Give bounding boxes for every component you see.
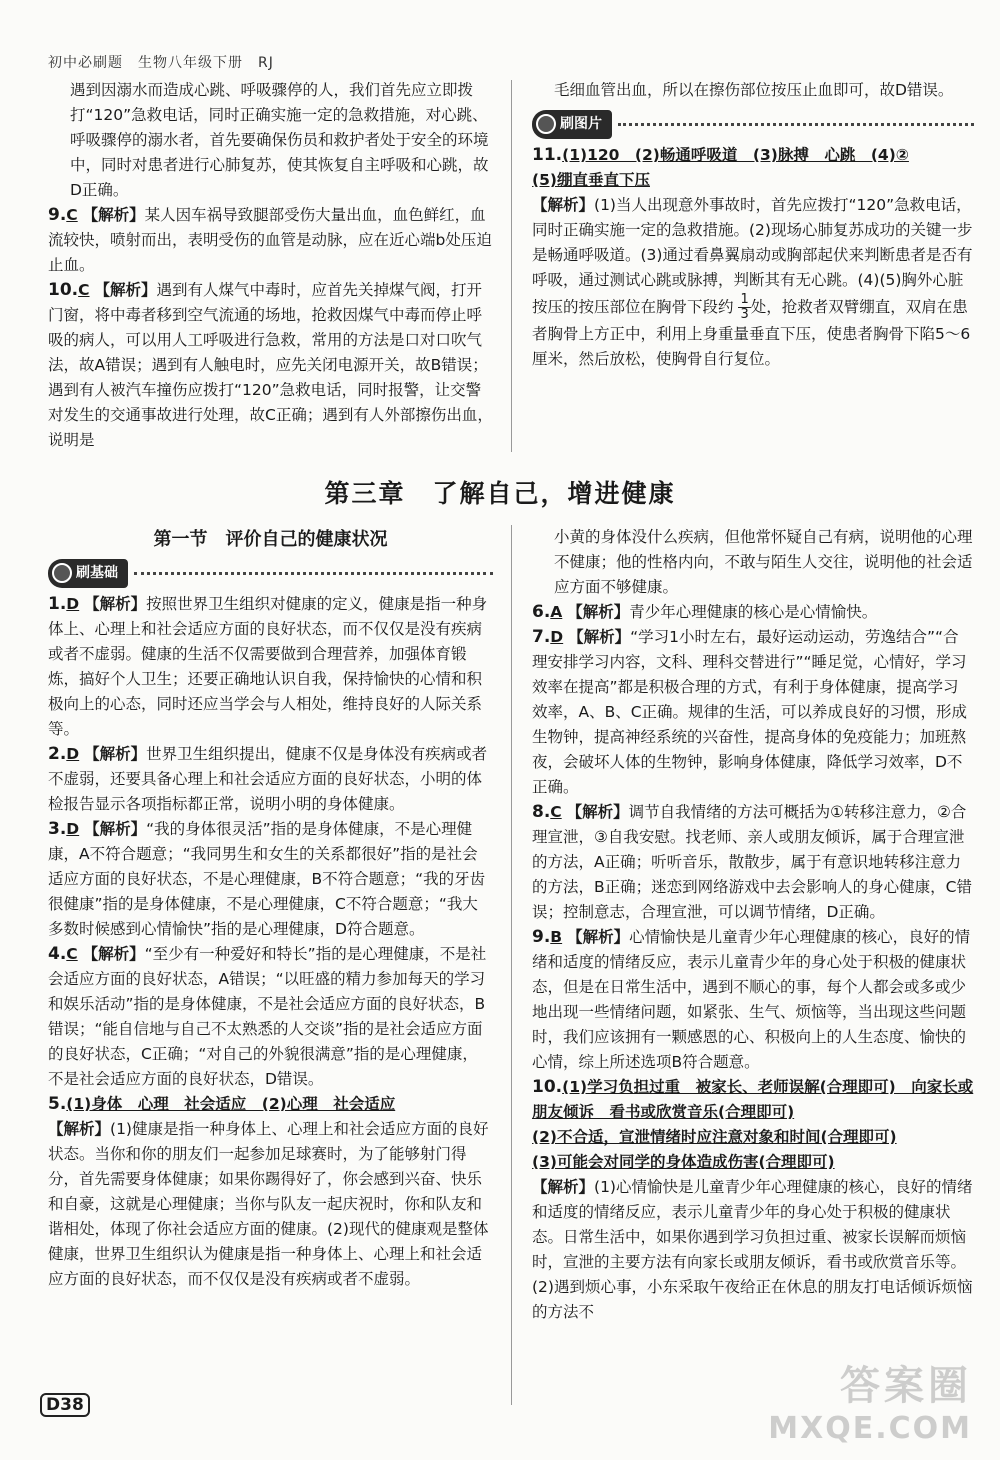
analysis-text: (1)健康是指一种身体上、心理上和社会适应方面的良好状态。当你和你的朋友们一起参加足球赛时，为了能够射门得分，首先需要身体健康；如果你踢得好了，你会感到兴奋、快乐和自豪，这就是心理健康；当你与队友一起庆祝时，你和队友和谐相处，体现了你社会适应方面的健康。(2)现代的健康观是整体健康，世界卫生组织认为健康是指一种身体上、心理上和社会适应方面的良好状态，而不仅仅是没有疾病或者不虚弱。 (48, 1120, 489, 1288)
answer: C (66, 206, 78, 224)
question-number: 7. (532, 627, 551, 647)
column-divider-bottom (511, 525, 512, 1405)
page-header: 初中必刷题 生物八年级下册 RJ (48, 55, 274, 71)
column-divider-top (511, 80, 512, 452)
analysis-text: 调节自我情绪的方法可概括为①转移注意力，②合理宣泄，③自我安慰。找老师、亲人或朋友倾诉，属于合理宣泄的方法，A正确；听听音乐，散散步，属于有意识地转移注意力的方法，B正确；迷恋到网络游戏中去会影响人的身心健康，C错误；控制意志，合理宣泄，可以调节情绪，D正确。 (532, 803, 972, 921)
analysis-tag: 【解析】 (82, 206, 145, 224)
question-9 (532, 925, 974, 1075)
question-11 (532, 143, 974, 372)
answer: D (66, 745, 80, 763)
answer: C (550, 803, 562, 821)
question-number: 5. (48, 1094, 67, 1114)
question-number: 6. (532, 602, 551, 622)
analysis-text: 青少年心理健康的核心是心情愉快。 (629, 603, 878, 621)
question-3 (48, 817, 493, 942)
analysis-text: (1)当人出现意外事故时，首先应拨打“120”急救电话，同时正确实施一定的急救措施。(2)现场心肺复苏成功的关键一步是畅通呼吸道。(3)通过看鼻翼扇动或胸部起伏来判断患者是否有呼吸，通过测试心跳或脉搏，判断其有无心跳。(4)(5)胸外心脏按压的按压部位在胸骨下段约 (532, 196, 973, 316)
dotted-divider (618, 123, 974, 126)
bottom-right-column (532, 525, 974, 1325)
answer-line-1: (1)学习负担过重 被家长、老师误解(合理即可) 向家长或朋友倾诉 看书或欣赏音乐(合理即可) (532, 1078, 974, 1121)
dotted-divider (134, 572, 493, 575)
continued-text: 毛细血管出血，所以在擦伤部位按压止血即可，故D错误。 (554, 81, 954, 99)
badge-label: 刷基础 (76, 564, 118, 581)
analysis-text: 遇到有人煤气中毒时，应首先关掉煤气阀，打开门窗，将中毒者移到空气流通的场地，抢救因煤气中毒而停止呼吸的病人，可以用人工呼吸进行急救，常用的方法是口对口吹气法，故A错误；遇到有人触电时，应先关闭电源开关，故B错误；遇到有人被汽车撞伤应拨打“120”急救电话，同时报警，让交警对发生的交通事故进行处理，故C正确；遇到有人外部擦伤出血，说明是 (48, 281, 493, 449)
chapter-title: 第三章 了解自己，增进健康 (324, 479, 676, 508)
continued-text: 小黄的身体没什么疾病，但他常怀疑自己有病，说明他的心理不健康；他的性格内向，不敢与陌生人交往，说明他的社会适应方面不够健康。 (554, 528, 973, 596)
question-10 (48, 278, 493, 453)
analysis-tag: 【解析】 (84, 595, 147, 613)
question-number: 8. (532, 802, 551, 822)
question-number: 11. (532, 145, 563, 165)
answer: C (66, 945, 78, 963)
question-number: 4. (48, 944, 67, 964)
analysis-tag: 【解析】 (567, 603, 630, 621)
analysis-tag: 【解析】 (48, 1120, 111, 1138)
question-7 (532, 625, 974, 800)
watermark-line-1: 答案圈 (840, 1363, 972, 1409)
badge-label: 刷图片 (560, 115, 602, 132)
brush-icon (536, 114, 556, 134)
analysis-tag: 【解析】 (532, 1178, 595, 1196)
answer-line-2: (5)绷直垂直下压 (532, 171, 650, 189)
analysis-text: 世界卫生组织提出，健康不仅是身体没有疾病或者不虚弱，还要具备心理上和社会适应方面的良好状态，小明的体检报告显示各项指标都正常，说明小明的身体健康。 (48, 745, 488, 813)
question-number: 9. (532, 927, 551, 947)
question-2 (48, 742, 493, 817)
analysis-tag: 【解析】 (566, 803, 629, 821)
question-number: 10. (48, 280, 79, 300)
section-badge-row (532, 107, 974, 141)
answer-line-3: (3)可能会对同学的身体造成伤害(合理即可) (532, 1153, 835, 1171)
picture-badge (532, 110, 612, 139)
analysis-tag: 【解析】 (82, 945, 145, 963)
watermark (768, 1354, 972, 1446)
question-6 (532, 600, 974, 625)
analysis-text: “我的身体很灵活”指的是身体健康，不是心理健康，A不符合题意；“我同男生和女生的关系都很好”指的是社会适应方面的良好状态，不是心理健康，B不符合题意；“我的牙齿很健康”指的是身体健康，不是心理健康，C不符合题意；“我大多数时候感到心情愉快”指的是心理健康，D符合题意。 (48, 820, 486, 938)
continued-text: 遇到因溺水而造成心跳、呼吸骤停的人，我们首先应立即拨打“120”急救电话，同时正确实施一定的急救措施，对心跳、呼吸骤停的溺水者，首先要确保伤员和救护者处于安全的环境中，同时对患者进行心肺复苏，使其恢复自主呼吸和心跳，故D正确。 (70, 81, 489, 199)
answer: D (66, 595, 80, 613)
answer: C (78, 281, 90, 299)
basic-badge (48, 559, 128, 588)
question-9 (48, 203, 493, 278)
answer: D (66, 820, 80, 838)
answer: (1)身体 心理 社会适应 (2)心理 社会适应 (66, 1095, 396, 1113)
analysis-tag: 【解析】 (568, 628, 631, 646)
answer: B (550, 928, 563, 946)
analysis-tag: 【解析】 (84, 820, 147, 838)
question-number: 2. (48, 744, 67, 764)
answer: A (550, 603, 563, 621)
analysis-text: 心情愉快是儿童青少年心理健康的核心，良好的情绪和适度的情绪反应，表示儿童青少年的身心处于积极的健康状态，但是在日常生活中，遇到不顺心的事，每个人都会或多或少地出现一些情绪问题，如紧张、生气、烦恼等，当出现这些问题时，我们应该拥有一颗感恩的心、积极向上的人生态度、愉快的心情，综上所述选项B符合题意。 (532, 928, 971, 1071)
question-number: 10. (532, 1077, 563, 1097)
analysis-text-cont: 处，抢救者双臂绷直，双肩在患者胸骨上方正中，利用上身重量垂直下压，使患者胸骨下陷5～6厘米，然后放松，使胸骨自行复位。 (532, 298, 971, 368)
analysis-text: “学习1小时左右，最好运动运动，劳逸结合”“合理安排学习内容，文科、理科交替进行”“睡足觉，心情好，学习效率在提高”都是积极合理的方式，有利于身体健康，提高学习效率，A、B、C正确。规律的生活，可以养成良好的习惯，形成生物钟，提高神经系统的兴奋性，提高身体的免疫能力；加班熬夜，会破坏人体的生物钟，影响身体健康，降低学习效率，D不正确。 (532, 628, 968, 796)
analysis-tag: 【解析】 (84, 745, 147, 763)
bottom-left-column (48, 525, 493, 1292)
page-number: D38 (40, 1393, 90, 1417)
question-10 (532, 1075, 974, 1325)
brush-icon (52, 563, 72, 583)
analysis-tag: 【解析】 (567, 928, 630, 946)
question-4 (48, 942, 493, 1092)
question-1 (48, 592, 493, 742)
watermark-line-2: MXQE.COM (768, 1411, 972, 1446)
section-title: 第一节 评价自己的健康状况 (153, 529, 388, 550)
question-8 (532, 800, 974, 925)
analysis-text: (1)心情愉快是儿童青少年心理健康的核心，良好的情绪和适度的情绪反应，表示儿童青少年的身心处于积极的健康状态。日常生活中，如果你遇到学习负担过重、被家长误解而烦恼时，宣泄的主要方法有向家长或朋友倾诉，看书或欣赏音乐等。(2)遇到烦心事，小东采取午夜给正在休息的朋友打电话倾诉烦恼的方法不 (532, 1178, 973, 1321)
section-badge-row (48, 556, 493, 590)
question-number: 1. (48, 594, 67, 614)
question-number: 3. (48, 819, 67, 839)
top-right-column (532, 78, 974, 372)
analysis-text: 按照世界卫生组织对健康的定义，健康是指一种身体上、心理上和社会适应方面的良好状态，而不仅仅是没有疾病或者不虚弱。健康的生活不仅需要做到合理营养，加强体育锻炼，搞好个人卫生；还要正确地认识自我，保持愉快的心情和积极向上的心态，同时还应当学会与人相处，维持良好的人际关系等。 (48, 595, 488, 738)
analysis-text: “至少有一种爱好和特长”指的是心理健康，不是社会适应方面的良好状态，A错误；“以旺盛的精力参加每天的学习和娱乐活动”指的是身体健康，不是社会适应方面的良好状态，B错误；“能自信地与自己不太熟悉的人交谈”指的是社会适应方面的良好状态，C正确；“对自己的外貌很满意”指的是心理健康，不是社会适应方面的良好状态，D错误。 (48, 945, 487, 1088)
fraction: $\frac{1}{3}$ (740, 292, 749, 322)
question-5 (48, 1092, 493, 1292)
top-left-column (48, 78, 493, 453)
question-number: 9. (48, 205, 67, 225)
answer: D (550, 628, 564, 646)
analysis-tag: 【解析】 (94, 281, 157, 299)
answer-line-1: (1)120 (2)畅通呼吸道 (3)脉搏 心跳 (4)② (562, 146, 909, 164)
answer-line-2: (2)不合适，宣泄情绪时应注意对象和时间(合理即可) (532, 1128, 897, 1146)
analysis-text: 某人因车祸导致腿部受伤大量出血，血色鲜红，血流较快，喷射而出，表明受伤的血管是动脉，应在近心端b处压迫止血。 (48, 206, 492, 274)
analysis-tag: 【解析】 (532, 196, 595, 214)
